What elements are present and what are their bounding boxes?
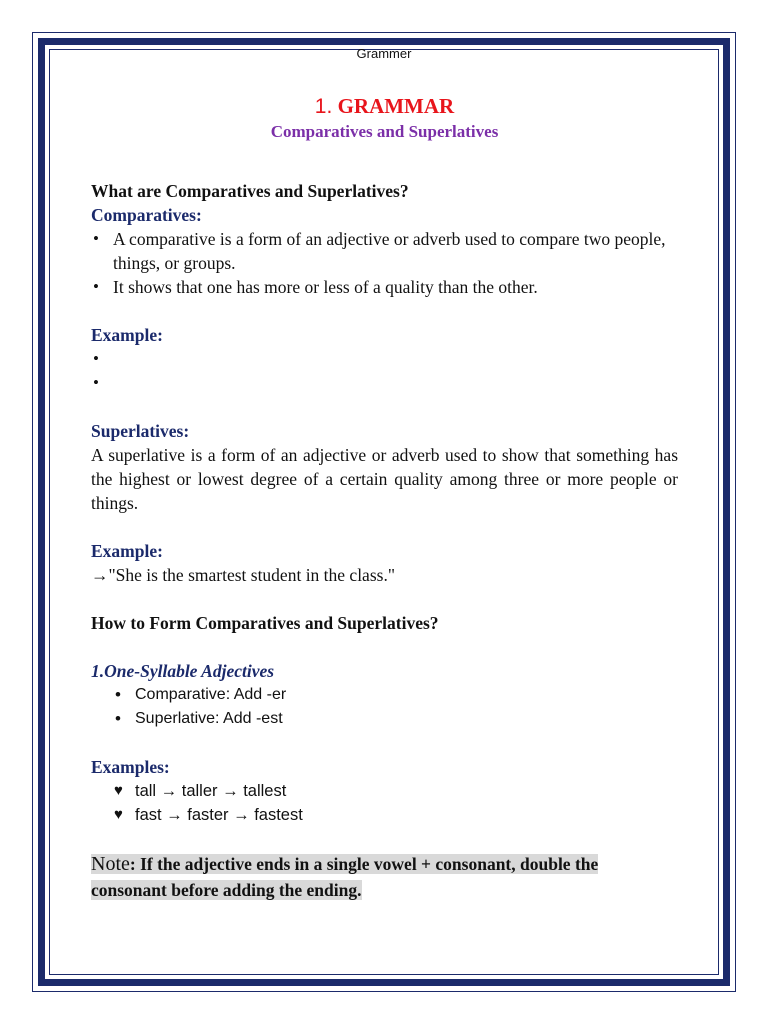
arrow-icon: → <box>91 565 109 585</box>
list-item: • Superlative: Add -est <box>113 707 678 731</box>
document-subtitle: Comparatives and Superlatives <box>270 122 499 141</box>
title-number: 1. <box>314 95 333 118</box>
title-text: GRAMMAR <box>337 94 455 118</box>
heart-bullet-icon: ♥ <box>114 782 123 799</box>
question-heading: How to Form Comparatives and Superlatives? <box>91 613 439 633</box>
list-item <box>113 779 678 803</box>
example-sentence <box>91 563 678 587</box>
heart-bullet-icon: ♥ <box>114 806 123 823</box>
list-item: • A comparative is a form of an adjective or adverb used to compare two people, things, or groups. <box>91 227 678 275</box>
page-header: Grammer <box>356 46 412 61</box>
list-item <box>91 347 678 371</box>
list-item <box>91 371 678 395</box>
list-item: • It shows that one has more or less of a quality than the other. <box>91 275 678 299</box>
note-text: : If the adjective ends in a single vowel + consonant, double the consonant before adding the ending. <box>91 854 599 900</box>
example-heading: Example: <box>91 541 163 561</box>
note-label: Note <box>91 853 130 875</box>
examples-heading: Examples: <box>91 757 170 777</box>
example-item-text: fast → faster → fastest <box>135 806 303 824</box>
example-list <box>91 347 678 395</box>
document-body <box>91 92 678 903</box>
example-item-text: tall → taller → tallest <box>135 782 287 800</box>
superlatives-heading: Superlatives: <box>91 421 190 441</box>
superlatives-paragraph: A superlative is a form of an adjective or adverb used to show that something has the highest or lowest degree of a certain quality among three or more people or things. <box>91 445 678 513</box>
list-item <box>113 803 678 827</box>
list-item: • Comparative: Add -er <box>113 683 678 707</box>
example-text: "She is the smartest student in the class." <box>108 565 395 585</box>
comparatives-list <box>91 227 678 299</box>
examples-list <box>113 779 678 827</box>
document-title <box>91 92 678 121</box>
comparatives-heading: Comparatives: <box>91 205 202 225</box>
one-syllable-list <box>113 683 678 731</box>
note-paragraph <box>91 851 678 903</box>
one-syllable-heading: 1.One-Syllable Adjectives <box>91 661 275 681</box>
example-heading: Example: <box>91 325 163 345</box>
question-heading: What are Comparatives and Superlatives? <box>91 181 409 201</box>
